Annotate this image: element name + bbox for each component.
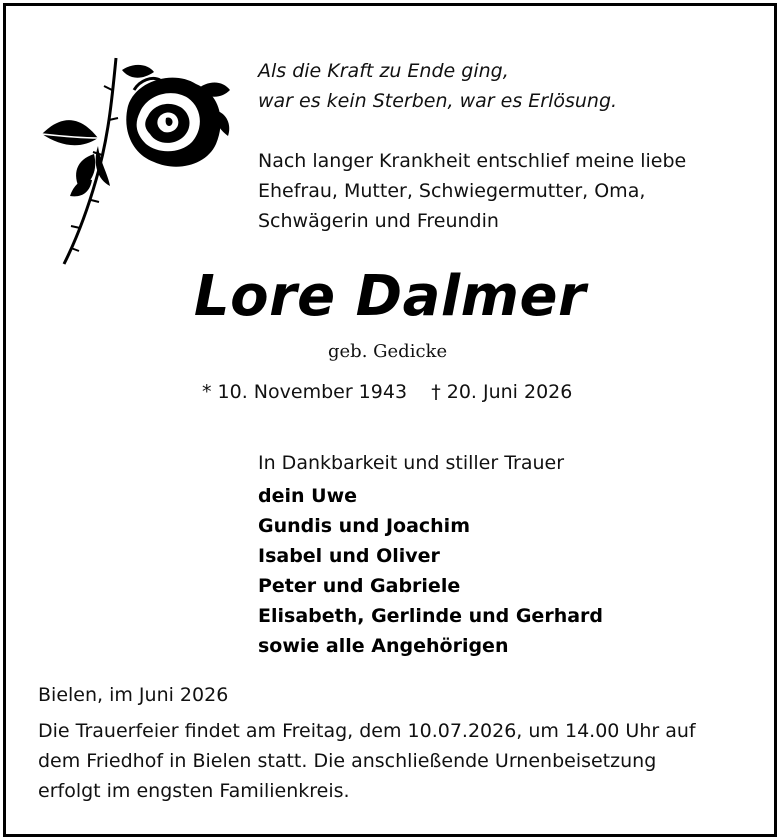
place-date: Bielen, im Juni 2026 bbox=[38, 684, 229, 706]
funeral-note-line: Die Trauerfeier findet am Freitag, dem 10.07.2026, um 14.00 Uhr auf bbox=[38, 720, 696, 742]
mourners-list bbox=[258, 481, 603, 661]
poem bbox=[258, 56, 617, 116]
intro-line: Nach langer Krankheit entschlief meine liebe bbox=[258, 150, 687, 172]
life-dates: * 10. November 1943 † 20. Juni 2026 bbox=[202, 381, 573, 403]
mourner-item: Peter und Gabriele bbox=[258, 575, 461, 597]
mourner-item: Elisabeth, Gerlinde und Gerhard bbox=[258, 605, 604, 627]
intro-line: Ehefrau, Mutter, Schwiegermutter, Oma, bbox=[258, 180, 646, 202]
mourner-item: dein Uwe bbox=[258, 485, 358, 507]
mourner-item: Isabel und Oliver bbox=[258, 545, 440, 567]
mourning-intro: In Dankbarkeit und stiller Trauer bbox=[258, 452, 565, 474]
deceased-name: Lore Dalmer bbox=[193, 264, 587, 329]
maiden-name: geb. Gedicke bbox=[328, 341, 448, 362]
funeral-note bbox=[38, 716, 696, 806]
poem-line: Als die Kraft zu Ende ging, bbox=[258, 60, 509, 82]
funeral-note-line: dem Friedhof in Bielen statt. Die anschließende Urnenbeisetzung bbox=[38, 750, 657, 772]
mourner-item: Gundis und Joachim bbox=[258, 515, 470, 537]
death-announcement-text bbox=[258, 146, 686, 236]
funeral-note-line: erfolgt im engsten Familienkreis. bbox=[38, 780, 350, 802]
poem-line: war es kein Sterben, war es Erlösung. bbox=[258, 90, 618, 112]
intro-line: Schwägerin und Freundin bbox=[258, 210, 499, 232]
mourner-item: sowie alle Angehörigen bbox=[258, 635, 509, 657]
rose-icon bbox=[36, 50, 236, 270]
